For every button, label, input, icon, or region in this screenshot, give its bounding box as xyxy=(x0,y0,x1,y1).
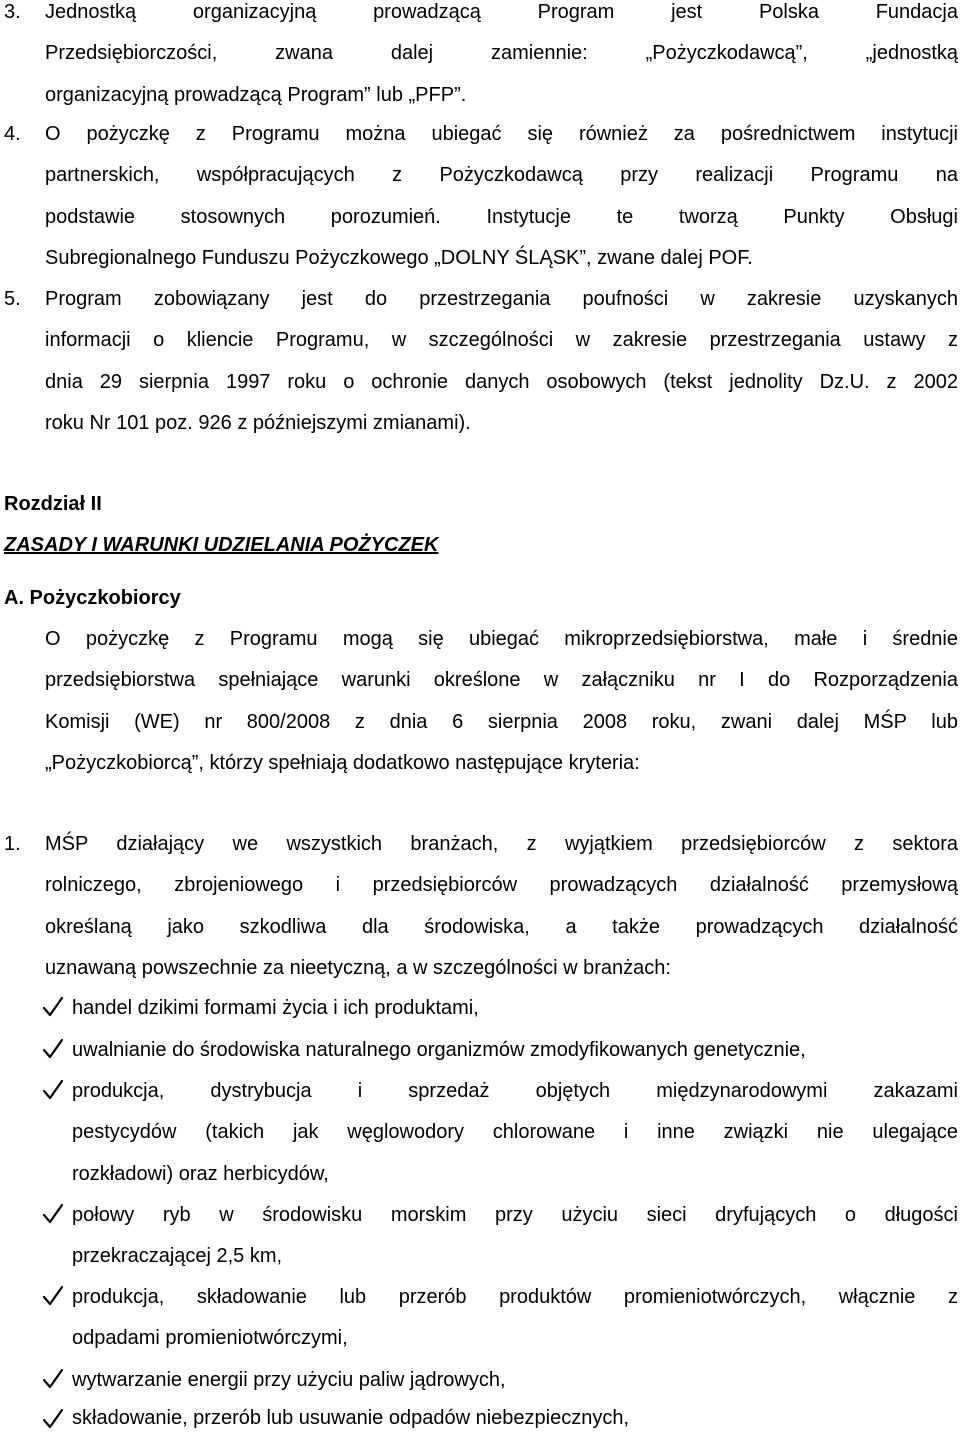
item-number: 3. xyxy=(4,1,21,23)
bullet-item xyxy=(72,988,958,1029)
text-line: Komisji (WE) nr 800/2008 z dnia 6 sierpnia 2008 roku, zwani dalej MŚP lub xyxy=(45,710,958,733)
text-line: „Pożyczkobiorcą”, którzy spełniają dodatkowo następujące kryteria: xyxy=(45,751,640,774)
text-line: określaną jako szkodliwa dla środowiska, a także prowadzących działalność xyxy=(45,915,958,938)
item-number: 4. xyxy=(4,123,21,145)
text-line: odpadami promieniotwórczymi, xyxy=(72,1327,348,1350)
text-line: Przedsiębiorczości, zwana dalej zamiennie: „Pożyczkodawcą”, „jednostką xyxy=(45,42,958,65)
text-line: handel dzikimi formami życia i ich produktami, xyxy=(72,997,479,1019)
check-mark-icon xyxy=(42,1078,64,1102)
text-line: produkcja, dystrybucja i sprzedaż objętych międzynarodowymi zakazami xyxy=(72,1080,958,1102)
intro-paragraph xyxy=(45,619,958,784)
item-number: 5. xyxy=(4,288,21,310)
text-line: Program zobowiązany jest do przestrzegania poufności w zakresie uzyskanych xyxy=(45,288,958,310)
check-mark-icon xyxy=(42,1367,64,1391)
text-line: składowanie, przerób lub usuwanie odpadów niebezpiecznych, xyxy=(72,1407,630,1429)
section-heading: A. Pożyczkobiorcy xyxy=(4,587,181,609)
text-line: produkcja, składowanie lub przerób produktów promieniotwórczych, włącznie z xyxy=(72,1286,958,1308)
chapter-subtitle: ZASADY I WARUNKI UDZIELANIA POŻYCZEK xyxy=(4,534,439,556)
text-line: Jednostką organizacyjną prowadzącą Program jest Polska Fundacja xyxy=(45,1,958,23)
criterion-paragraph xyxy=(45,824,958,989)
check-mark-icon xyxy=(42,1037,64,1061)
bullet-item xyxy=(72,1277,958,1360)
text-line: MŚP działający we wszystkich branżach, z wyjątkiem przedsiębiorców z sektora xyxy=(45,833,958,855)
bullet-item xyxy=(72,1071,958,1195)
text-line: wytwarzanie energii przy użyciu paliw jądrowych, xyxy=(72,1369,506,1391)
check-mark-icon xyxy=(42,1407,64,1431)
check-mark-icon xyxy=(42,1284,64,1308)
text-line: partnerskich, współpracujących z Pożyczkodawcą przy realizacji Programu na xyxy=(45,164,958,187)
text-line: uznawaną powszechnie za nieetyczną, a w szczególności w branżach: xyxy=(45,956,671,979)
text-line: przedsiębiorstwa spełniające warunki określone w załączniku nr I do Rozporządzenia xyxy=(45,669,958,692)
bullet-item xyxy=(72,1030,958,1071)
chapter-title: Rozdział II xyxy=(4,493,102,515)
text-line: uwalnianie do środowiska naturalnego organizmów zmodyfikowanych genetycznie, xyxy=(72,1039,806,1061)
numbered-paragraph xyxy=(45,0,958,116)
bullet-item xyxy=(72,1398,958,1439)
numbered-paragraph xyxy=(45,114,958,279)
check-mark-icon xyxy=(42,995,64,1019)
text-line: pestycydów (takich jak węglowodory chlorowane i inne związki nie ulegające xyxy=(72,1121,958,1144)
bullet-item xyxy=(72,1195,958,1278)
criterion-number: 1. xyxy=(4,833,21,855)
text-line: informacji o kliencie Programu, w szczególności w zakresie przestrzegania ustawy z xyxy=(45,329,958,352)
text-line: roku Nr 101 poz. 926 z późniejszymi zmianami). xyxy=(45,411,471,434)
text-line: przekraczającej 2,5 km, xyxy=(72,1245,283,1268)
text-line: rolniczego, zbrojeniowego i przedsiębiorców prowadzących działalność przemysłową xyxy=(45,874,958,897)
check-mark-icon xyxy=(42,1202,64,1226)
numbered-paragraph xyxy=(45,279,958,444)
text-line: Subregionalnego Funduszu Pożyczkowego „DOLNY ŚLĄSK”, zwane dalej POF. xyxy=(45,246,753,269)
text-line: organizacyjną prowadzącą Program” lub „PFP”. xyxy=(45,83,467,106)
text-line: dnia 29 sierpnia 1997 roku o ochronie danych osobowych (tekst jednolity Dz.U. z 2002 xyxy=(45,370,958,393)
text-line: podstawie stosownych porozumień. Instytucje te tworzą Punkty Obsługi xyxy=(45,205,958,228)
text-line: rozkładowi) oraz herbicydów, xyxy=(72,1162,329,1185)
text-line: O pożyczkę z Programu można ubiegać się również za pośrednictwem instytucji xyxy=(45,123,958,145)
bullet-item xyxy=(72,1360,958,1401)
text-line: O pożyczkę z Programu mogą się ubiegać mikroprzedsiębiorstwa, małe i średnie xyxy=(45,628,958,650)
text-line: połowy ryb w środowisku morskim przy użyciu sieci dryfujących o długości xyxy=(72,1204,958,1226)
